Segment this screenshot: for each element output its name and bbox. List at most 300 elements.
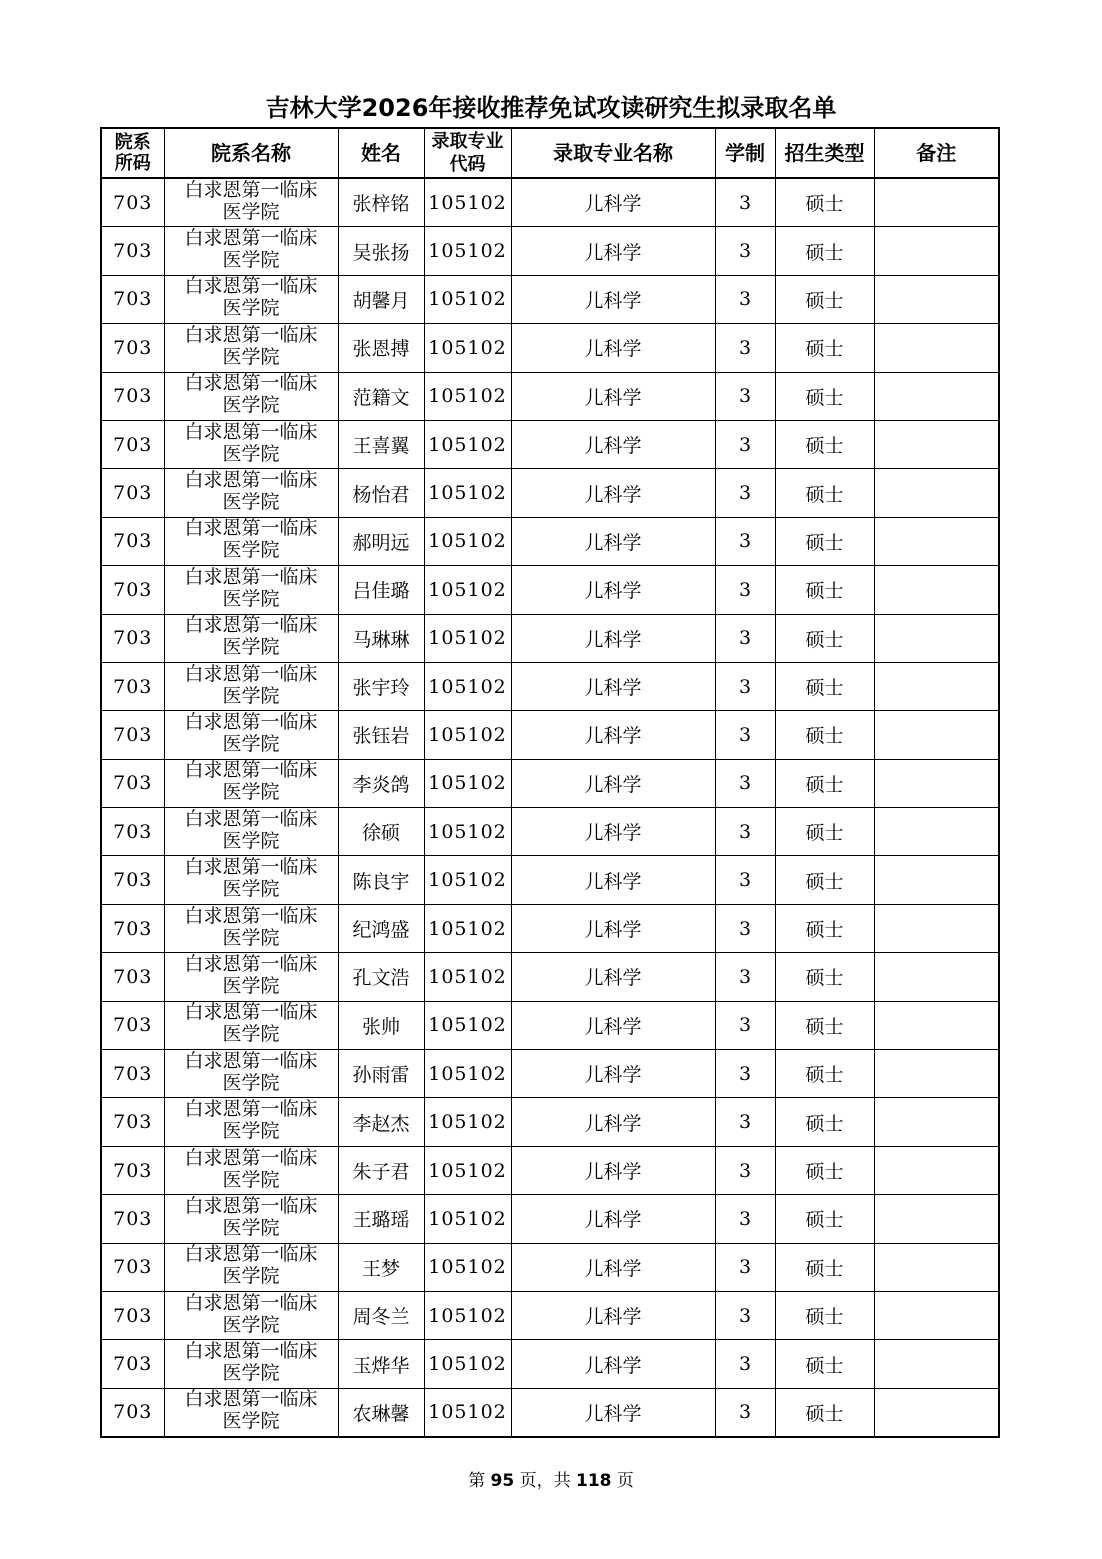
cell-type: 硕士 <box>775 856 874 904</box>
cell-dept-name <box>164 1098 338 1146</box>
dept-name-line-2: 医学院 <box>222 491 280 514</box>
cell-dept-name <box>164 808 338 856</box>
cell-major-code: 105102 <box>424 372 511 420</box>
table-row <box>101 566 999 614</box>
cell-name: 陈良宇 <box>338 856 424 904</box>
cell-name: 王梦 <box>338 1243 424 1291</box>
cell-note <box>874 1291 999 1339</box>
table-body <box>101 178 999 1437</box>
cell-major-name: 儿科学 <box>511 227 715 275</box>
cell-type: 硕士 <box>775 469 874 517</box>
cell-dept-code: 703 <box>101 1340 164 1388</box>
dept-name-line-2: 医学院 <box>222 345 280 368</box>
table-row <box>101 856 999 904</box>
cell-dept-name <box>164 1050 338 1098</box>
cell-dept-name <box>164 759 338 807</box>
dept-name-line-2: 医学院 <box>222 974 280 997</box>
dept-name-line-1: 白求恩第一临床 <box>184 904 318 927</box>
cell-major-name: 儿科学 <box>511 275 715 323</box>
cell-dept-name <box>164 1243 338 1291</box>
dept-name-line-1: 白求恩第一临床 <box>184 517 318 540</box>
cell-type: 硕士 <box>775 711 874 759</box>
cell-major-code: 105102 <box>424 178 511 227</box>
cell-major-code: 105102 <box>424 1098 511 1146</box>
cell-type: 硕士 <box>775 275 874 323</box>
cell-major-name: 儿科学 <box>511 469 715 517</box>
cell-years: 3 <box>715 178 775 227</box>
header-dept-name: 院系名称 <box>164 128 338 178</box>
cell-name: 吴张扬 <box>338 227 424 275</box>
cell-name: 张梓铭 <box>338 178 424 227</box>
cell-years: 3 <box>715 1195 775 1243</box>
table-row <box>101 953 999 1001</box>
table-row <box>101 904 999 952</box>
cell-name: 王璐瑶 <box>338 1195 424 1243</box>
cell-years: 3 <box>715 904 775 952</box>
cell-years: 3 <box>715 856 775 904</box>
table-row <box>101 1146 999 1194</box>
cell-dept-name <box>164 324 338 372</box>
dept-name-line-2: 医学院 <box>222 1120 280 1143</box>
cell-major-code: 105102 <box>424 856 511 904</box>
table-row <box>101 1098 999 1146</box>
table-row <box>101 275 999 323</box>
cell-note <box>874 904 999 952</box>
header-major-code-label: 录取专业代码 <box>431 131 504 175</box>
cell-dept-code: 703 <box>101 711 164 759</box>
cell-years: 3 <box>715 517 775 565</box>
table-row <box>101 1388 999 1437</box>
dept-name-line-1: 白求恩第一临床 <box>184 710 318 733</box>
dept-name-line-2: 医学院 <box>222 200 280 223</box>
cell-name: 徐硕 <box>338 808 424 856</box>
cell-name: 胡馨月 <box>338 275 424 323</box>
cell-note <box>874 1195 999 1243</box>
cell-years: 3 <box>715 953 775 1001</box>
cell-type: 硕士 <box>775 1388 874 1437</box>
cell-type: 硕士 <box>775 372 874 420</box>
cell-name: 朱子君 <box>338 1146 424 1194</box>
cell-dept-name <box>164 469 338 517</box>
dept-name-line-2: 医学院 <box>222 394 280 417</box>
dept-name-line-1: 白求恩第一临床 <box>184 1340 318 1363</box>
dept-name-line-2: 医学院 <box>222 781 280 804</box>
dept-name-line-2: 医学院 <box>222 442 280 465</box>
cell-name: 玉烨华 <box>338 1340 424 1388</box>
cell-type: 硕士 <box>775 614 874 662</box>
cell-type: 硕士 <box>775 517 874 565</box>
cell-dept-code: 703 <box>101 1098 164 1146</box>
dept-name-line-1: 白求恩第一临床 <box>184 1194 318 1217</box>
cell-note <box>874 1050 999 1098</box>
cell-major-name: 儿科学 <box>511 178 715 227</box>
footer-suffix: 页 <box>611 1471 634 1491</box>
cell-major-name: 儿科学 <box>511 1050 715 1098</box>
cell-dept-name <box>164 953 338 1001</box>
footer-total-pages: 118 <box>575 1471 612 1491</box>
dept-name-line-1: 白求恩第一临床 <box>184 807 318 830</box>
table-row <box>101 372 999 420</box>
dept-name-line-1: 白求恩第一临床 <box>184 1243 318 1266</box>
cell-dept-name <box>164 227 338 275</box>
cell-major-name: 儿科学 <box>511 372 715 420</box>
table-row <box>101 1001 999 1049</box>
cell-type: 硕士 <box>775 1146 874 1194</box>
admission-table <box>100 127 1000 1438</box>
table-row <box>101 759 999 807</box>
cell-major-name: 儿科学 <box>511 1340 715 1388</box>
cell-note <box>874 517 999 565</box>
dept-name-line-2: 医学院 <box>222 1023 280 1046</box>
cell-name: 范籍文 <box>338 372 424 420</box>
table-row <box>101 1050 999 1098</box>
cell-dept-code: 703 <box>101 324 164 372</box>
cell-dept-name <box>164 662 338 710</box>
cell-major-code: 105102 <box>424 1050 511 1098</box>
cell-years: 3 <box>715 759 775 807</box>
cell-major-name: 儿科学 <box>511 808 715 856</box>
dept-name-line-2: 医学院 <box>222 926 280 949</box>
cell-years: 3 <box>715 1243 775 1291</box>
cell-years: 3 <box>715 372 775 420</box>
cell-dept-name <box>164 1001 338 1049</box>
cell-dept-name <box>164 1146 338 1194</box>
dept-name-line-1: 白求恩第一临床 <box>184 856 318 879</box>
cell-type: 硕士 <box>775 662 874 710</box>
document-title: 吉林大学2026年接收推荐免试攻读研究生拟录取名单 <box>265 94 837 122</box>
cell-major-code: 105102 <box>424 1388 511 1437</box>
cell-note <box>874 1243 999 1291</box>
cell-major-code: 105102 <box>424 1243 511 1291</box>
cell-years: 3 <box>715 614 775 662</box>
cell-type: 硕士 <box>775 178 874 227</box>
cell-note <box>874 324 999 372</box>
cell-dept-code: 703 <box>101 1388 164 1437</box>
footer-middle: 页，共 <box>514 1471 576 1491</box>
dept-name-line-1: 白求恩第一临床 <box>184 1049 318 1072</box>
cell-type: 硕士 <box>775 1001 874 1049</box>
cell-type: 硕士 <box>775 566 874 614</box>
header-years: 学制 <box>715 128 775 178</box>
cell-major-code: 105102 <box>424 1001 511 1049</box>
cell-type: 硕士 <box>775 953 874 1001</box>
cell-major-code: 105102 <box>424 808 511 856</box>
dept-name-line-1: 白求恩第一临床 <box>184 1146 318 1169</box>
table-row <box>101 1291 999 1339</box>
cell-major-code: 105102 <box>424 1195 511 1243</box>
cell-note <box>874 420 999 468</box>
cell-years: 3 <box>715 1001 775 1049</box>
table-row <box>101 808 999 856</box>
cell-major-name: 儿科学 <box>511 324 715 372</box>
dept-name-line-2: 医学院 <box>222 1216 280 1239</box>
cell-dept-code: 703 <box>101 1050 164 1098</box>
cell-name: 吕佳璐 <box>338 566 424 614</box>
cell-dept-code: 703 <box>101 1001 164 1049</box>
cell-note <box>874 1146 999 1194</box>
cell-dept-code: 703 <box>101 1195 164 1243</box>
header-name: 姓名 <box>338 128 424 178</box>
cell-years: 3 <box>715 711 775 759</box>
cell-major-name: 儿科学 <box>511 566 715 614</box>
cell-name: 孔文浩 <box>338 953 424 1001</box>
cell-note <box>874 1340 999 1388</box>
cell-major-code: 105102 <box>424 275 511 323</box>
cell-dept-name <box>164 1340 338 1388</box>
cell-major-code: 105102 <box>424 324 511 372</box>
cell-note <box>874 808 999 856</box>
dept-name-line-1: 白求恩第一临床 <box>184 227 318 250</box>
cell-dept-code: 703 <box>101 808 164 856</box>
table-row <box>101 324 999 372</box>
dept-name-line-2: 医学院 <box>222 539 280 562</box>
cell-dept-code: 703 <box>101 1291 164 1339</box>
cell-type: 硕士 <box>775 1098 874 1146</box>
table-row <box>101 614 999 662</box>
cell-major-name: 儿科学 <box>511 614 715 662</box>
cell-dept-code: 703 <box>101 614 164 662</box>
header-note: 备注 <box>874 128 999 178</box>
cell-type: 硕士 <box>775 420 874 468</box>
table-row <box>101 420 999 468</box>
cell-years: 3 <box>715 1098 775 1146</box>
cell-name: 马琳琳 <box>338 614 424 662</box>
cell-years: 3 <box>715 1388 775 1437</box>
dept-name-line-2: 医学院 <box>222 1410 280 1433</box>
cell-major-name: 儿科学 <box>511 904 715 952</box>
cell-years: 3 <box>715 1291 775 1339</box>
cell-years: 3 <box>715 1050 775 1098</box>
cell-years: 3 <box>715 1146 775 1194</box>
dept-name-line-2: 医学院 <box>222 636 280 659</box>
cell-dept-code: 703 <box>101 662 164 710</box>
dept-name-line-2: 医学院 <box>222 684 280 707</box>
cell-major-name: 儿科学 <box>511 1001 715 1049</box>
cell-dept-name <box>164 1388 338 1437</box>
cell-major-name: 儿科学 <box>511 1098 715 1146</box>
cell-dept-code: 703 <box>101 420 164 468</box>
dept-name-line-2: 医学院 <box>222 1362 280 1385</box>
cell-dept-name <box>164 517 338 565</box>
cell-major-name: 儿科学 <box>511 711 715 759</box>
cell-dept-code: 703 <box>101 759 164 807</box>
dept-name-line-2: 医学院 <box>222 249 280 272</box>
cell-name: 张帅 <box>338 1001 424 1049</box>
dept-name-line-1: 白求恩第一临床 <box>184 275 318 298</box>
cell-major-name: 儿科学 <box>511 1195 715 1243</box>
cell-note <box>874 856 999 904</box>
dept-name-line-1: 白求恩第一临床 <box>184 420 318 443</box>
cell-major-code: 105102 <box>424 662 511 710</box>
table-row <box>101 227 999 275</box>
cell-type: 硕士 <box>775 1050 874 1098</box>
cell-dept-name <box>164 614 338 662</box>
dept-name-line-1: 白求恩第一临床 <box>184 952 318 975</box>
cell-major-code: 105102 <box>424 517 511 565</box>
table-row <box>101 1340 999 1388</box>
cell-note <box>874 662 999 710</box>
dept-name-line-2: 医学院 <box>222 732 280 755</box>
dept-name-line-2: 医学院 <box>222 1071 280 1094</box>
cell-dept-name <box>164 711 338 759</box>
dept-name-line-1: 白求恩第一临床 <box>184 469 318 492</box>
cell-name: 李炎鸽 <box>338 759 424 807</box>
header-dept-code <box>101 128 164 178</box>
cell-major-code: 105102 <box>424 469 511 517</box>
cell-type: 硕士 <box>775 1291 874 1339</box>
cell-type: 硕士 <box>775 1195 874 1243</box>
cell-major-code: 105102 <box>424 759 511 807</box>
cell-major-code: 105102 <box>424 1291 511 1339</box>
cell-major-code: 105102 <box>424 420 511 468</box>
cell-dept-code: 703 <box>101 227 164 275</box>
cell-name: 王喜翼 <box>338 420 424 468</box>
cell-note <box>874 711 999 759</box>
cell-major-name: 儿科学 <box>511 1243 715 1291</box>
cell-major-name: 儿科学 <box>511 759 715 807</box>
cell-dept-code: 703 <box>101 904 164 952</box>
dept-name-line-2: 医学院 <box>222 1265 280 1288</box>
cell-type: 硕士 <box>775 1243 874 1291</box>
cell-note <box>874 953 999 1001</box>
cell-dept-name <box>164 566 338 614</box>
cell-dept-name <box>164 904 338 952</box>
cell-name: 郝明远 <box>338 517 424 565</box>
cell-years: 3 <box>715 566 775 614</box>
table-row <box>101 517 999 565</box>
dept-name-line-1: 白求恩第一临床 <box>184 759 318 782</box>
cell-major-name: 儿科学 <box>511 420 715 468</box>
cell-dept-name <box>164 372 338 420</box>
dept-name-line-1: 白求恩第一临床 <box>184 178 318 201</box>
cell-note <box>874 372 999 420</box>
cell-major-name: 儿科学 <box>511 1146 715 1194</box>
cell-major-name: 儿科学 <box>511 953 715 1001</box>
dept-name-line-1: 白求恩第一临床 <box>184 1291 318 1314</box>
cell-major-name: 儿科学 <box>511 1388 715 1437</box>
cell-type: 硕士 <box>775 904 874 952</box>
table-row <box>101 1243 999 1291</box>
cell-name: 纪鸿盛 <box>338 904 424 952</box>
cell-name: 张恩搏 <box>338 324 424 372</box>
header-major-code <box>424 128 511 178</box>
cell-type: 硕士 <box>775 808 874 856</box>
dept-name-line-2: 医学院 <box>222 587 280 610</box>
cell-major-code: 105102 <box>424 1340 511 1388</box>
cell-note <box>874 178 999 227</box>
cell-years: 3 <box>715 324 775 372</box>
cell-major-code: 105102 <box>424 711 511 759</box>
footer-prefix: 第 <box>468 1471 491 1491</box>
cell-years: 3 <box>715 662 775 710</box>
dept-name-line-1: 白求恩第一临床 <box>184 323 318 346</box>
dept-name-line-1: 白求恩第一临床 <box>184 565 318 588</box>
table-row <box>101 469 999 517</box>
cell-type: 硕士 <box>775 324 874 372</box>
cell-major-name: 儿科学 <box>511 517 715 565</box>
cell-dept-code: 703 <box>101 469 164 517</box>
cell-note <box>874 469 999 517</box>
dept-name-line-2: 医学院 <box>222 1168 280 1191</box>
cell-dept-code: 703 <box>101 1243 164 1291</box>
dept-name-line-2: 医学院 <box>222 1313 280 1336</box>
cell-major-name: 儿科学 <box>511 662 715 710</box>
cell-dept-code: 703 <box>101 856 164 904</box>
cell-dept-code: 703 <box>101 953 164 1001</box>
header-dept-code-label: 院系所码 <box>114 132 151 174</box>
cell-note <box>874 759 999 807</box>
cell-dept-code: 703 <box>101 566 164 614</box>
cell-name: 杨怡君 <box>338 469 424 517</box>
cell-type: 硕士 <box>775 1340 874 1388</box>
cell-major-code: 105102 <box>424 566 511 614</box>
table-row <box>101 662 999 710</box>
cell-major-code: 105102 <box>424 1146 511 1194</box>
cell-note <box>874 1388 999 1437</box>
cell-major-code: 105102 <box>424 614 511 662</box>
cell-dept-code: 703 <box>101 178 164 227</box>
cell-name: 周冬兰 <box>338 1291 424 1339</box>
cell-years: 3 <box>715 808 775 856</box>
page-footer <box>0 1466 1102 1491</box>
footer-page-number: 95 <box>490 1471 515 1491</box>
cell-type: 硕士 <box>775 227 874 275</box>
cell-dept-name <box>164 275 338 323</box>
cell-major-name: 儿科学 <box>511 856 715 904</box>
cell-name: 农琳馨 <box>338 1388 424 1437</box>
dept-name-line-1: 白求恩第一临床 <box>184 372 318 395</box>
cell-note <box>874 566 999 614</box>
dept-name-line-1: 白求恩第一临床 <box>184 1098 318 1121</box>
cell-name: 孙雨雷 <box>338 1050 424 1098</box>
cell-name: 张钰岩 <box>338 711 424 759</box>
cell-major-name: 儿科学 <box>511 1291 715 1339</box>
cell-name: 李赵杰 <box>338 1098 424 1146</box>
cell-dept-name <box>164 1195 338 1243</box>
cell-note <box>874 1098 999 1146</box>
table-row <box>101 178 999 227</box>
cell-years: 3 <box>715 1340 775 1388</box>
cell-note <box>874 1001 999 1049</box>
cell-years: 3 <box>715 469 775 517</box>
cell-major-code: 105102 <box>424 904 511 952</box>
dept-name-line-1: 白求恩第一临床 <box>184 662 318 685</box>
cell-type: 硕士 <box>775 759 874 807</box>
header-major-name: 录取专业名称 <box>511 128 715 178</box>
cell-years: 3 <box>715 275 775 323</box>
cell-years: 3 <box>715 420 775 468</box>
dept-name-line-1: 白求恩第一临床 <box>184 1388 318 1411</box>
cell-dept-name <box>164 1291 338 1339</box>
cell-years: 3 <box>715 227 775 275</box>
header-type: 招生类型 <box>775 128 874 178</box>
dept-name-line-1: 白求恩第一临床 <box>184 614 318 637</box>
cell-dept-code: 703 <box>101 517 164 565</box>
dept-name-line-1: 白求恩第一临床 <box>184 1001 318 1024</box>
cell-name: 张宇玲 <box>338 662 424 710</box>
cell-dept-name <box>164 856 338 904</box>
table-row <box>101 1195 999 1243</box>
table-row <box>101 711 999 759</box>
cell-dept-code: 703 <box>101 275 164 323</box>
cell-dept-name <box>164 178 338 227</box>
cell-dept-code: 703 <box>101 1146 164 1194</box>
cell-major-code: 105102 <box>424 953 511 1001</box>
cell-major-code: 105102 <box>424 227 511 275</box>
dept-name-line-2: 医学院 <box>222 878 280 901</box>
cell-dept-name <box>164 420 338 468</box>
dept-name-line-2: 医学院 <box>222 829 280 852</box>
